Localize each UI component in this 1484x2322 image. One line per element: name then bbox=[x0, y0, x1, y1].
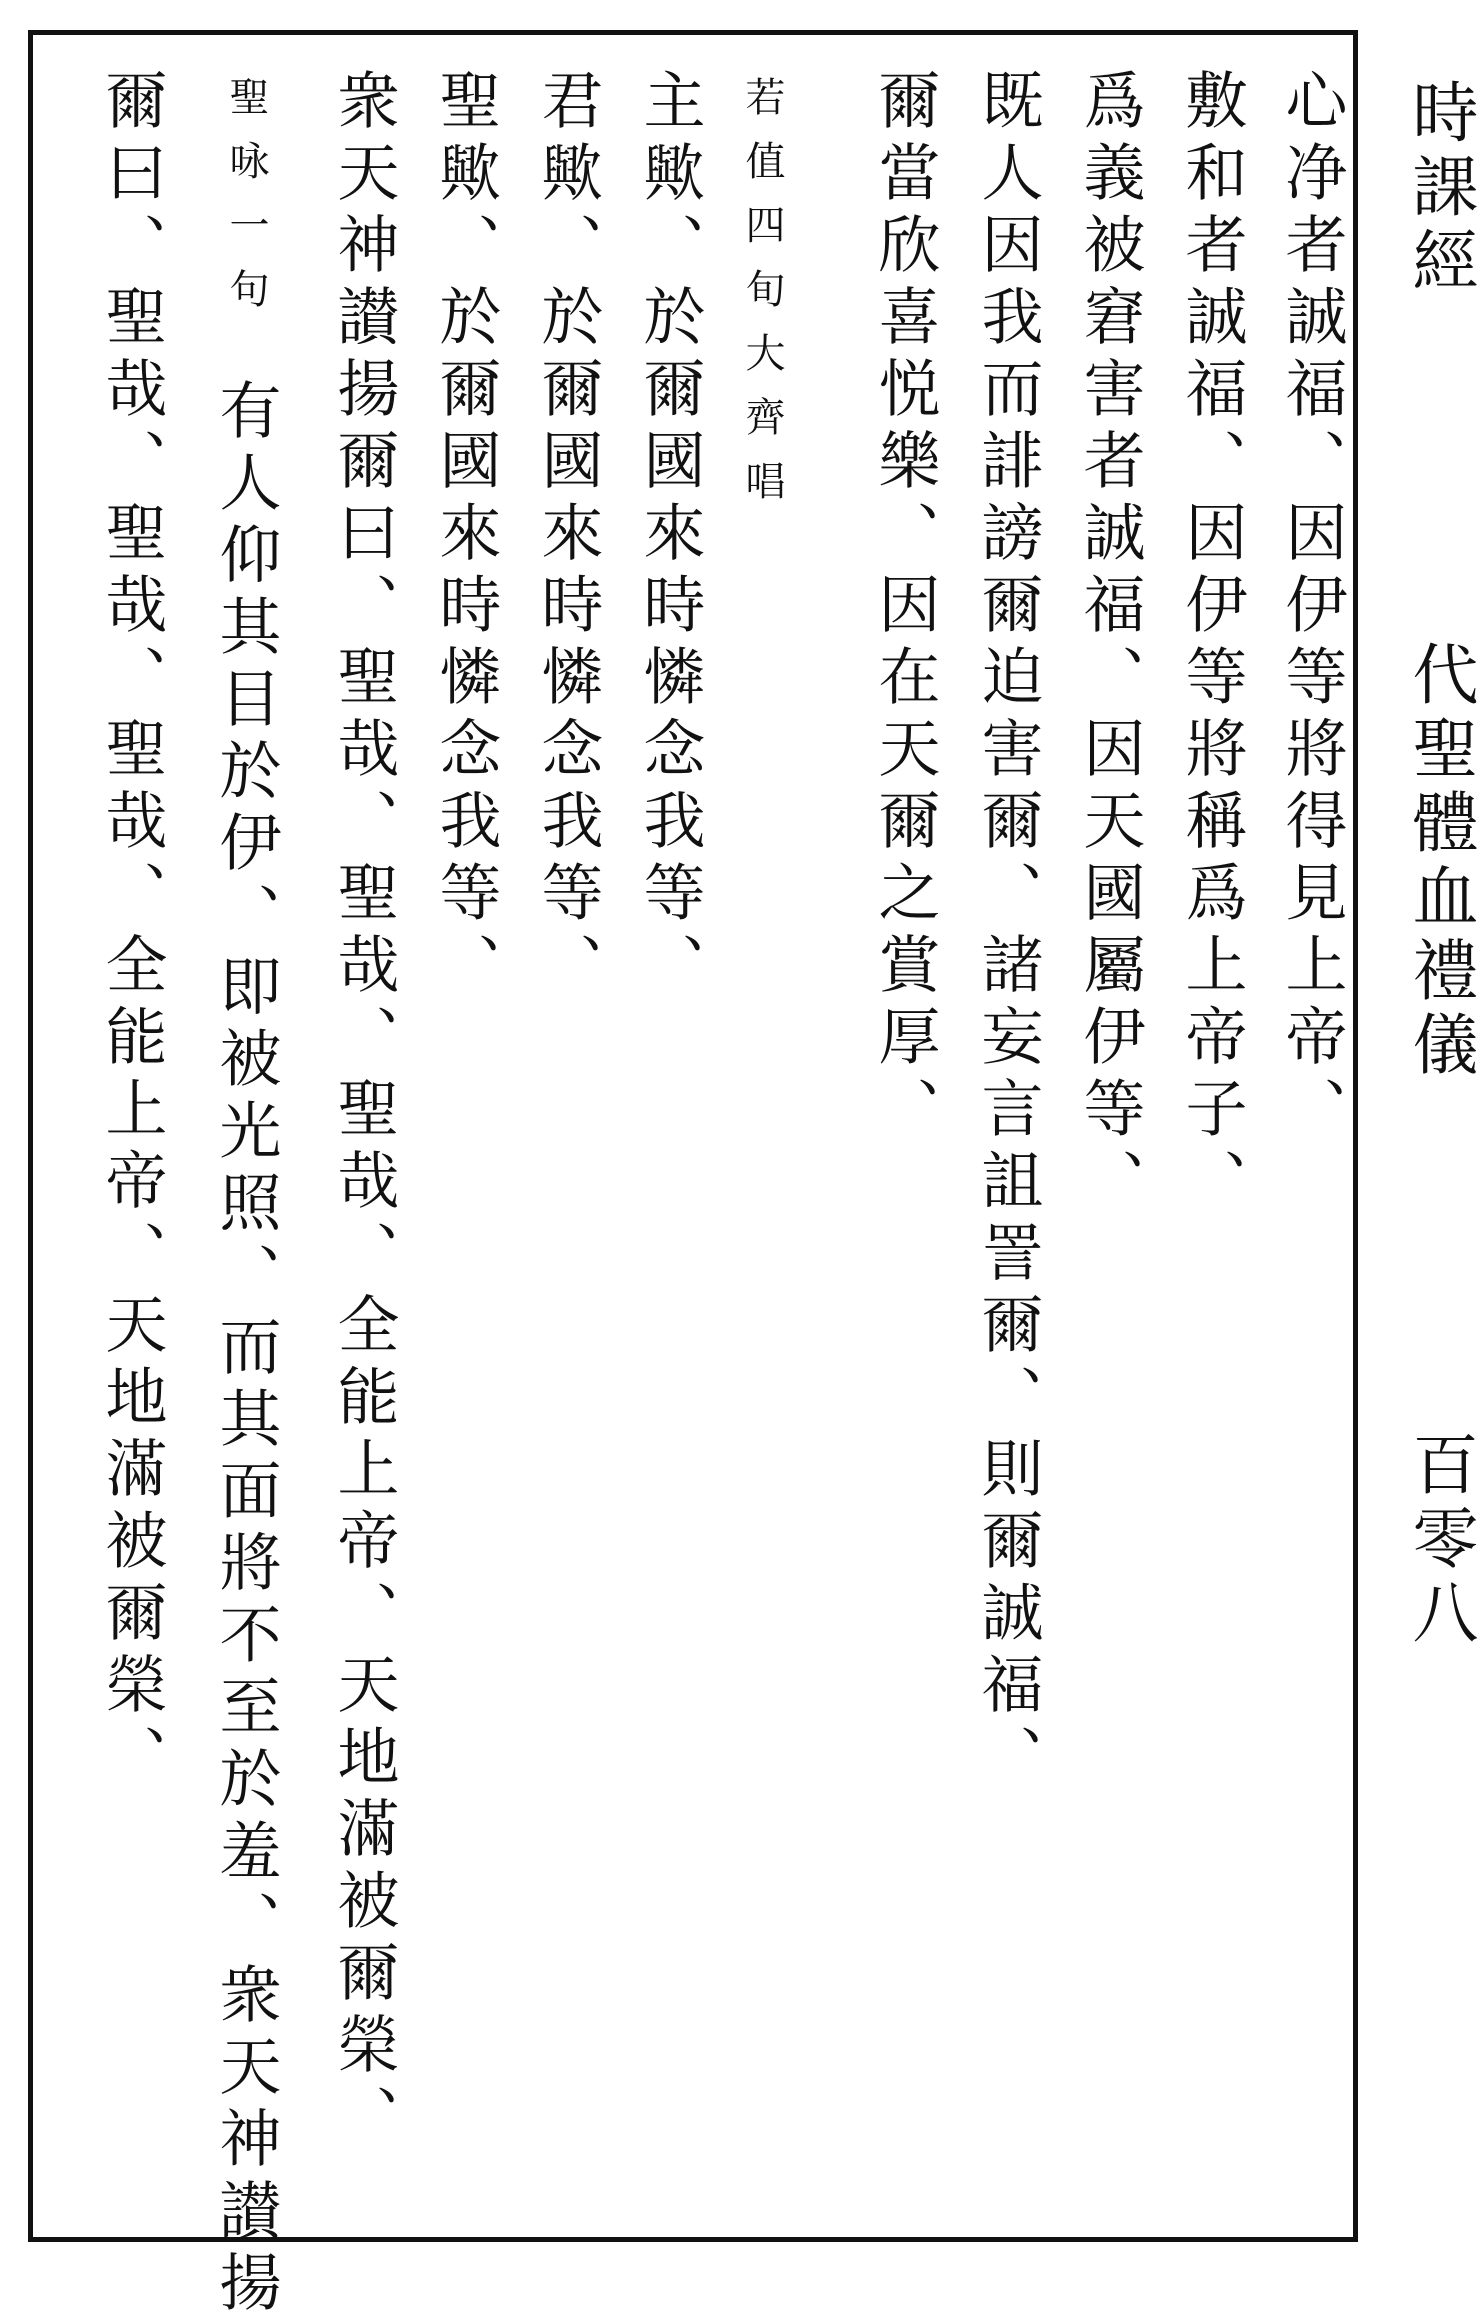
text-column-2: 敷和者誠福、因伊等將稱爲上帝子、 bbox=[1175, 68, 1248, 1220]
rubric-psalm-verse: 聖咏一句 bbox=[223, 76, 269, 332]
text-column-1: 心净者誠福、因伊等將得見上帝、 bbox=[1275, 68, 1348, 1148]
text-column-5: 爾當欣喜悦樂、因在天爾之賞厚、 bbox=[868, 68, 941, 1148]
text-column-8: 君歟、於爾國來時憐念我等、 bbox=[531, 68, 604, 1004]
rubric-lent-note: 若值四旬大齊唱 bbox=[739, 76, 785, 524]
book-title: 時課經 bbox=[1401, 78, 1478, 300]
page-number: 百零八 bbox=[1401, 1430, 1478, 1652]
text-column-13: 爾曰、聖哉、聖哉、聖哉、全能上帝、天地滿被爾榮、 bbox=[95, 68, 168, 1796]
section-title: 代聖體血禮儀 bbox=[1401, 640, 1478, 1084]
text-column-9: 聖歟、於爾國來時憐念我等、 bbox=[429, 68, 502, 1004]
text-column-12: 有人仰其目於伊、即被光照、而其面將不至於羞、衆天神讃揚 bbox=[209, 378, 282, 2322]
text-column-3: 爲義被窘害者誠福、因天國屬伊等、 bbox=[1073, 68, 1146, 1220]
text-column-7: 主歟、於爾國來時憐念我等、 bbox=[633, 68, 706, 1004]
text-column-4: 既人因我而誹謗爾迫害爾、諸妄言詛詈爾、則爾誠福、 bbox=[971, 68, 1044, 1796]
text-column-10: 衆天神讃揚爾曰、聖哉、聖哉、聖哉、全能上帝、天地滿被爾榮、 bbox=[327, 68, 400, 2156]
